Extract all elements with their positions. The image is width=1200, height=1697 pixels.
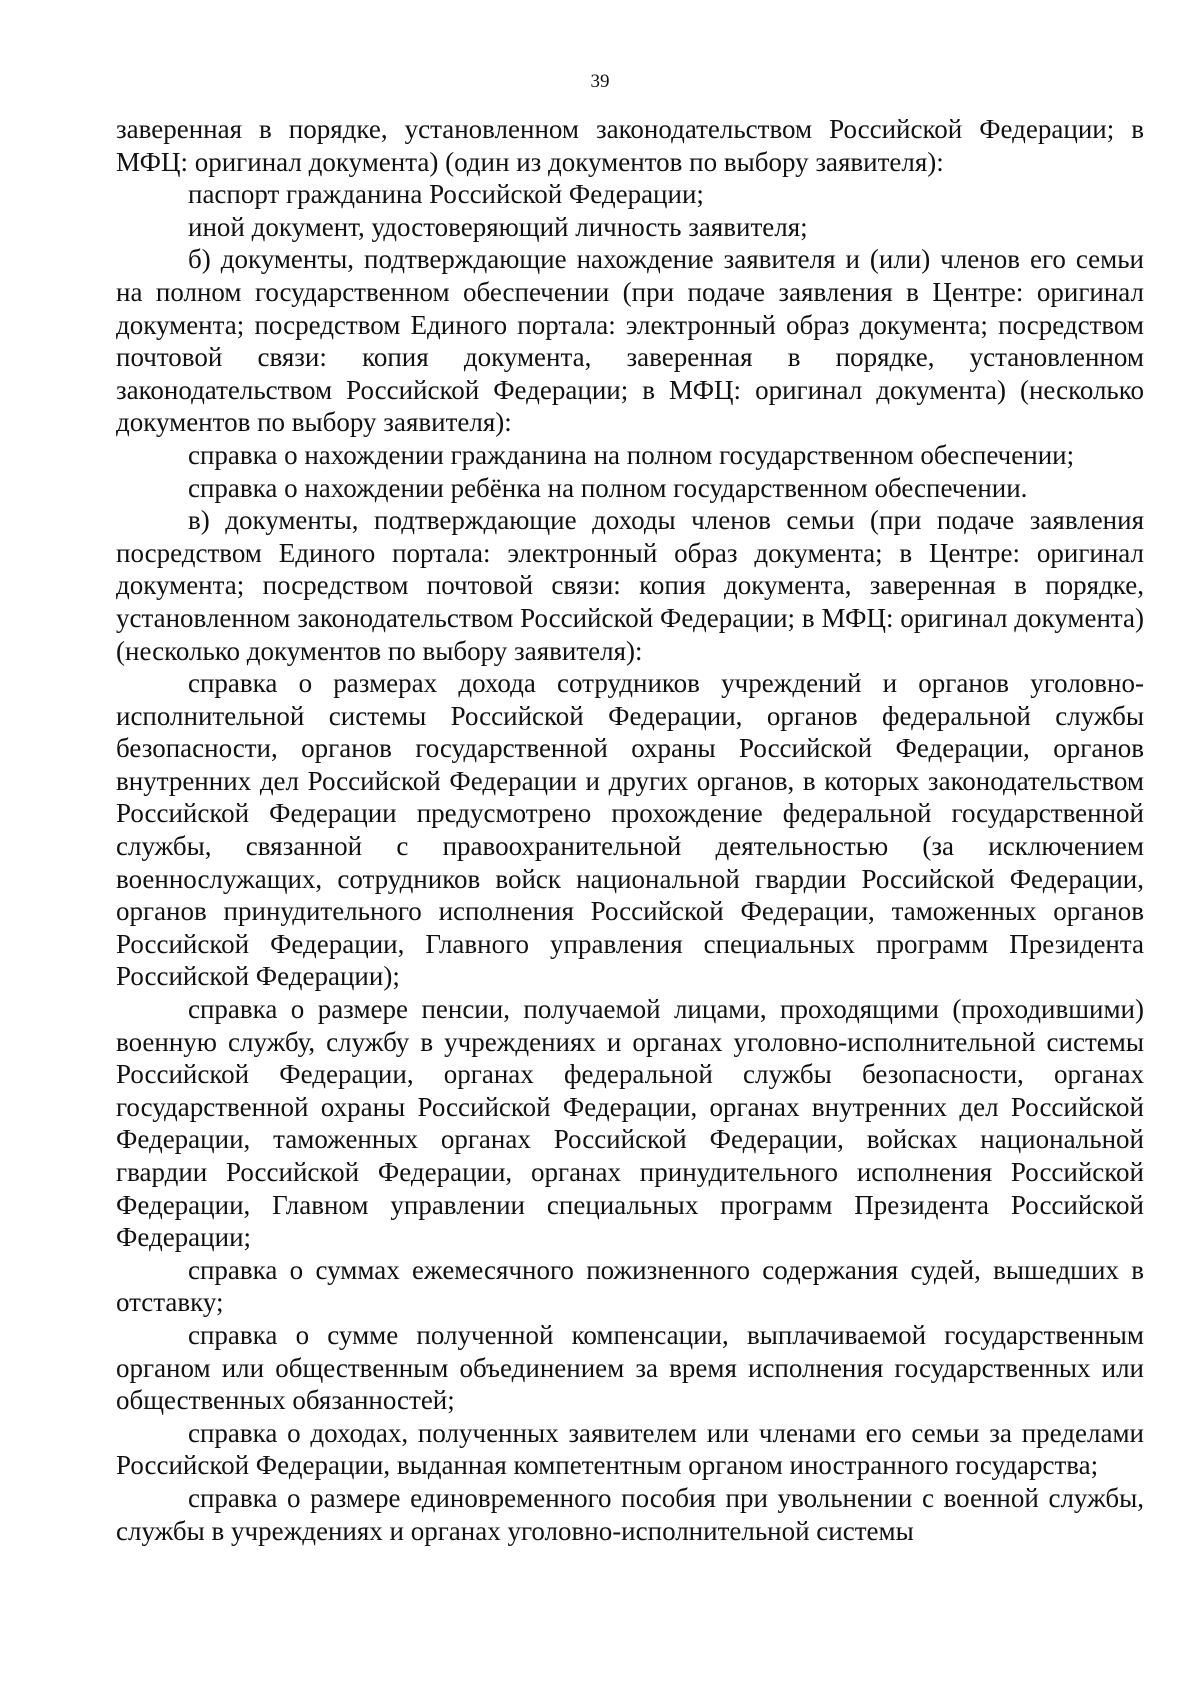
- paragraph: справка о суммах ежемесячного пожизненного содержания судей, вышедших в отставку;: [116, 1254, 1144, 1318]
- paragraph: справка о нахождении ребёнка на полном государственном обеспечении.: [188, 472, 1028, 503]
- paragraph: справка о размере единовременного пособия при увольнении с военной службы, службы в учреждениях и органах уголовно-исполнительной системы: [116, 1482, 1144, 1546]
- document-body: [116, 113, 1144, 1547]
- paragraph: паспорт гражданина Российской Федерации;: [188, 179, 704, 210]
- paragraph: в) документы, подтверждающие доходы членов семьи (при подаче заявления посредством Единого портала: электронный образ документа; в Центре: оригинал документа; посредством почтовой связи: копия документа, заверенная в порядке, установленном законодательством Российской Федерации; в МФЦ: оригинал документа) (несколько документов по выбору заявителя):: [116, 505, 1144, 666]
- paragraph: заверенная в порядке, установленном законодательством Российской Федерации; в МФЦ: оригинал документа) (один из документов по выбору заявителя):: [116, 114, 1144, 177]
- paragraph: иной документ, удостоверяющий личность заявителя;: [188, 211, 808, 242]
- paragraph: справка о доходах, полученных заявителем или членами его семьи за пределами Российской Федерации, выданная компетентным органом иностранного государства;: [116, 1417, 1144, 1481]
- paragraph: справка о размерах дохода сотрудников учреждений и органов уголовно-исполнительной системы Российской Федерации, органов федеральной службы безопасности, органов государственной охраны Российской Федерации, органов внутренних дел Российской Федерации и других органов, в которых законодательством Российской Федерации предусмотрено прохождение федеральной государственной службы, связанной с правоохранительной деятельностью (за исключением военнослужащих, сотрудников войск национальной гвардии Российской Федерации, органов принудительного исполнения Российской Федерации, таможенных органов Российской Федерации, Главного управления специальных программ Президента Российской Федерации);: [116, 668, 1144, 992]
- paragraph: справка о размере пенсии, получаемой лицами, проходящими (проходившими) военную службу, службу в учреждениях и органах уголовно-исполнительной системы Российской Федерации, органах федеральной службы безопасности, органах государственной охраны Российской Федерации, органах внутренних дел Российской Федерации, таможенных органах Российской Федерации, войсках национальной гвардии Российской Федерации, органах принудительного исполнения Российской Федерации, Главном управлении специальных программ Президента Российской Федерации;: [116, 994, 1144, 1253]
- paragraph: справка о нахождении гражданина на полном государственном обеспечении;: [188, 439, 1075, 470]
- paragraph: справка о сумме полученной компенсации, выплачиваемой государственным органом или общественным объединением за время исполнения государственных или общественных обязанностей;: [116, 1319, 1144, 1416]
- paragraph: б) документы, подтверждающие нахождение заявителя и (или) членов его семьи на полном государственном обеспечении (при подаче заявления в Центре: оригинал документа; посредством Единого портала: электронный образ документа; посредством почтовой связи: копия документа, заверенная в порядке, установленном законодательством Российской Федерации; в МФЦ: оригинал документа) (несколько документов по выбору заявителя):: [116, 244, 1144, 438]
- page-number: 39: [590, 71, 610, 92]
